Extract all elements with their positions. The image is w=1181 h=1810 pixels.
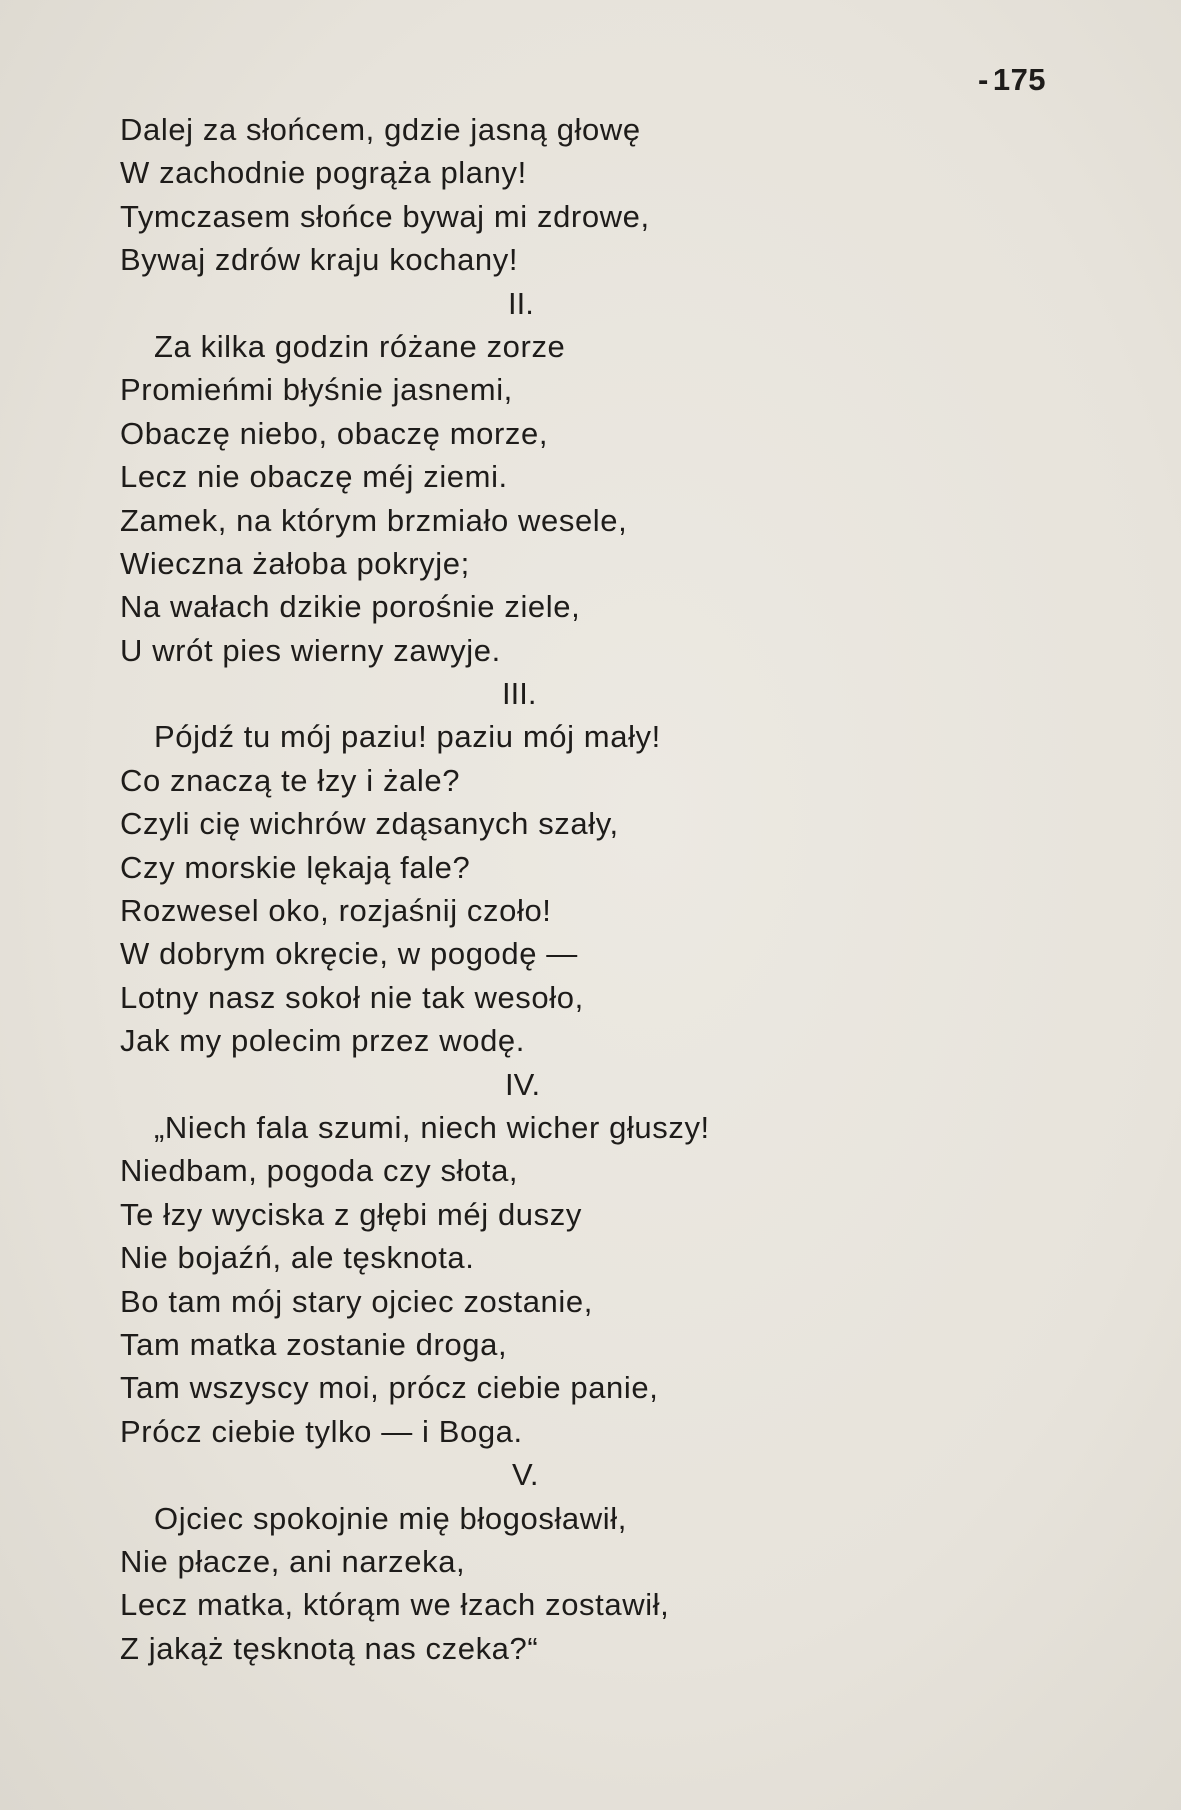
- poem-line: Bywaj zdrów kraju kochany!: [120, 242, 519, 278]
- page-number-value: 175: [992, 62, 1047, 97]
- poem-line: U wrót pies wierny zawyje.: [120, 632, 501, 668]
- poem-line: Czyli cię wichrów zdąsanych szały,: [120, 806, 619, 842]
- poem-line: Lecz matka, którąm we łzach zostawił,: [120, 1587, 670, 1623]
- poem-line: Bo tam mój stary ojciec zostanie,: [120, 1283, 593, 1319]
- poem-line: Jak my polecim przez wodę.: [120, 1023, 525, 1059]
- poem-line: W dobrym okręcie, w pogodę —: [120, 936, 578, 972]
- poem-line: Wieczna żałoba pokryje;: [120, 545, 470, 581]
- poem-line: Prócz ciebie tylko — i Boga.: [120, 1413, 523, 1449]
- poem-line: Zamek, na którym brzmiało wesele,: [120, 502, 628, 538]
- page-number: [978, 62, 1046, 98]
- poem-line: Na wałach dzikie porośnie ziele,: [120, 589, 581, 625]
- section-number-iv: IV.: [505, 1066, 541, 1102]
- poem-line: Lotny nasz sokoł nie tak wesoło,: [120, 979, 584, 1015]
- poem-line: Co znaczą te łzy i żale?: [120, 762, 461, 798]
- poem-line: Promieńmi błyśnie jasnemi,: [120, 372, 513, 408]
- poem-line: Za kilka godzin różane zorze: [154, 328, 566, 364]
- poem-line: Te łzy wyciska z głębi méj duszy: [120, 1196, 582, 1232]
- poem-line: W zachodnie pogrąża plany!: [120, 155, 527, 191]
- poem-line: Rozwesel oko, rozjaśnij czoło!: [120, 893, 552, 929]
- poem-line: Nie bojaźń, ale tęsknota.: [120, 1240, 475, 1276]
- page-number-prefix: -: [978, 62, 989, 97]
- poem-body: [120, 108, 1020, 1670]
- poem-line: Pójdź tu mój paziu! paziu mój mały!: [154, 719, 661, 755]
- section-number-ii: II.: [508, 285, 534, 321]
- poem-line: Z jakąż tęsknotą nas czeka?“: [120, 1630, 539, 1666]
- poem-line: Ojciec spokojnie mię błogosławił,: [154, 1500, 627, 1536]
- poem-line: Czy morskie lękają fale?: [120, 849, 471, 885]
- poem-line: Obaczę niebo, obaczę morze,: [120, 415, 549, 451]
- section-number-v: V.: [512, 1457, 539, 1493]
- poem-line: Tam matka zostanie droga,: [120, 1326, 508, 1362]
- poem-line: Niedbam, pogoda czy słota,: [120, 1153, 519, 1189]
- section-number-iii: III.: [502, 676, 537, 712]
- poem-line: Tam wszyscy moi, prócz ciebie panie,: [120, 1370, 659, 1406]
- poem-line: Tymczasem słońce bywaj mi zdrowe,: [120, 198, 650, 234]
- poem-line: Nie płacze, ani narzeka,: [120, 1543, 466, 1579]
- poem-line: Lecz nie obaczę méj ziemi.: [120, 459, 508, 495]
- poem-line: „Niech fala szumi, niech wicher głuszy!: [154, 1109, 710, 1145]
- poem-line: Dalej za słońcem, gdzie jasną głowę: [120, 112, 641, 147]
